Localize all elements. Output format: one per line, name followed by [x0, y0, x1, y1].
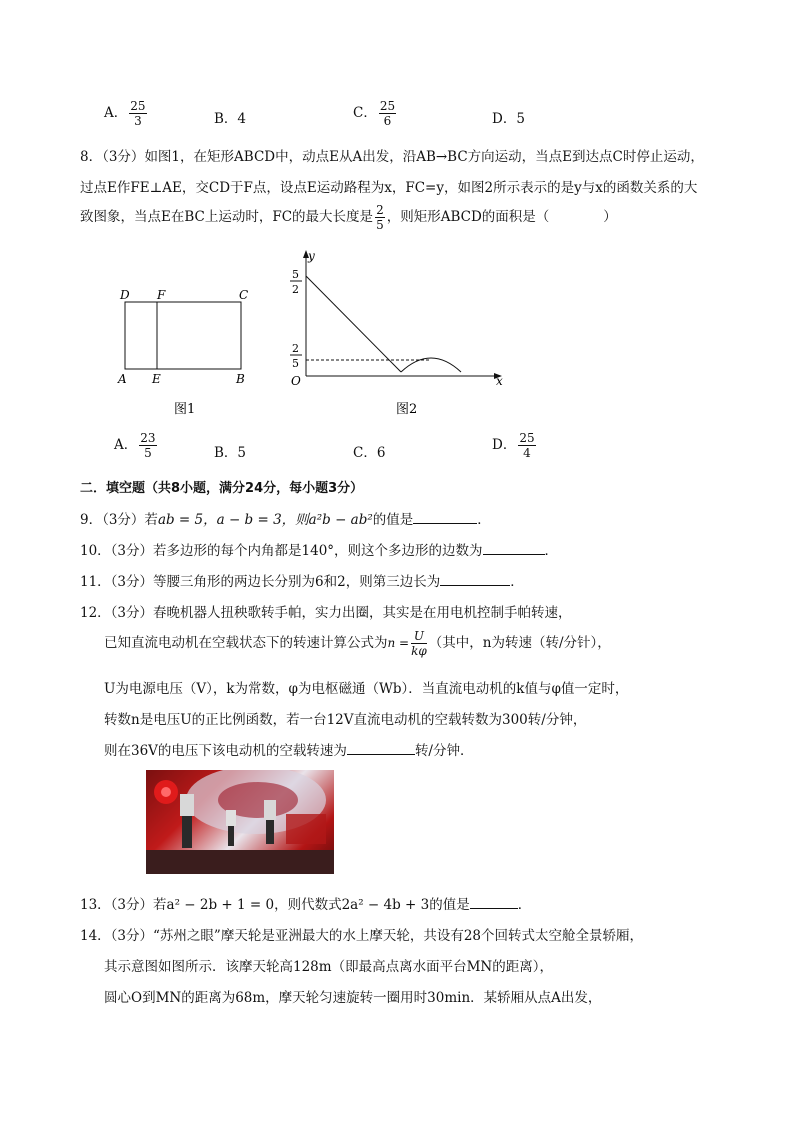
dancers [286, 814, 326, 844]
q12-line4: 转数n是电压U的正比例函数，若一台12V直流电动机的空载转数为300转/分钟， [104, 712, 587, 728]
q10: 10．（3分）若多边形的每个内角都是140°，则这个多边形的边数为 ． [80, 543, 559, 559]
robot-1-legs [182, 816, 192, 848]
q9: 9．（3分）若ab = 5，a − b = 3，则a²b − ab²的值是 ． [80, 512, 491, 528]
answer-blank[interactable] [440, 573, 510, 586]
parabola-arc [401, 358, 461, 372]
fraction: $\frac{25}{6}$ [379, 99, 396, 128]
q7-option-b: B．4 [214, 111, 247, 127]
handkerchief-center [161, 787, 171, 797]
q7-option-c: C． $\frac{25}{6}$ [353, 99, 396, 128]
tick-low-num: 2 [292, 342, 299, 355]
tick-top-num: 5 [292, 268, 299, 281]
label-f: F [157, 288, 166, 302]
answer-blank[interactable] [470, 896, 518, 909]
q14-line3: 圆心O到MN的距离为68m，摩天轮匀速旋转一圈用时30min．某轿厢从点A出发， [104, 990, 602, 1006]
q14-line2: 其示意图如图所示．该摩天轮高128m（即最高点离水面平台MN的距离）， [104, 959, 553, 975]
q14-line1: 14．（3分）“苏州之眼”摩天轮是亚洲最大的水上摩天轮，共设有28个回转式太空舱全景轿厢， [80, 928, 643, 944]
tick-low-den: 5 [292, 357, 299, 370]
y-axis-label: y [308, 249, 315, 263]
answer-blank[interactable] [413, 511, 477, 524]
figure-2 [284, 248, 514, 424]
fraction: $\frac{2}{5}$ [376, 203, 384, 232]
formula-fraction: $\frac{U}{k\varphi}$ [411, 629, 427, 658]
robot-3-legs [228, 826, 234, 846]
robot-1 [180, 794, 194, 816]
answer-blank[interactable] [347, 742, 415, 755]
section-heading: 二．填空题（共8小题，满分24分，每小题3分） [80, 481, 364, 496]
photo-drawing [146, 770, 334, 874]
q7-option-a [104, 100, 149, 127]
q8-line3: 致图象，当点E在BC上运动时，FC的最大长度是 $\frac{2}{5}$ ，则矩形ABCD的面积是（ ） [80, 203, 617, 232]
figure-2-caption: 图2 [396, 402, 418, 417]
label-d: D [120, 288, 130, 302]
origin-label: O [291, 374, 301, 388]
x-axis-label: x [496, 374, 503, 388]
fraction: $\frac{23}{5}$ [140, 431, 156, 460]
q12-line5: 则在36V的电压下该电动机的空载转速为 转/分钟． [104, 743, 474, 759]
q11: 11．（3分）等腰三角形的两边长分别为6和2，则第三边长为 ． [80, 574, 524, 590]
q12-line1: 12．（3分）春晚机器人扭秧歌转手帕，实力出圈，其实是在用电机控制手帕转速， [80, 605, 572, 621]
option-label: A． [104, 105, 128, 121]
tick-top-den: 2 [292, 283, 299, 296]
rectangle-abcd [125, 302, 241, 369]
fraction: $\frac{25}{4}$ [519, 431, 535, 460]
label-c: C [239, 288, 249, 302]
q8-option-b: B．5 [214, 445, 247, 461]
descending-segment [306, 276, 401, 372]
robot-3 [226, 810, 236, 826]
q8-option-a: A． $\frac{23}{5}$ [114, 431, 156, 460]
label-e: E [152, 372, 161, 386]
q7-option-d: D．5 [492, 111, 525, 127]
q12-line2: 已知直流电动机在空载状态下的转速计算公式为n = $\frac{U}{k\varphi}$ （其中，n为转速（转/分针）， [104, 629, 611, 658]
robot-2 [264, 800, 276, 820]
answer-blank[interactable] [483, 542, 545, 555]
q8-option-c: C．6 [353, 445, 386, 461]
label-b: B [236, 372, 245, 386]
stage-floor [146, 850, 334, 874]
q12-line3: U为电源电压（V），k为常数，φ为电枢磁通（Wb）．当直流电动机的k值与φ值一定时， [104, 681, 629, 697]
q8-line2: 过点E作FE⊥AE，交CD于F点，设点E运动路程为x，FC=y，如图2所示表示的是y与x的函数关系的大 [80, 180, 698, 196]
figure-1-caption: 图1 [174, 402, 196, 417]
figure-1 [110, 282, 260, 422]
label-a: A [118, 372, 127, 386]
q8-line1: 8．（3分）如图1，在矩形ABCD中，动点E从A出发，沿AB→BC方向运动，当点E到达点C时停止运动， [80, 149, 704, 165]
robot-dance-photo [146, 770, 334, 874]
fraction: $\frac{25}{3}$ [130, 99, 146, 128]
q8-option-d: D． $\frac{25}{4}$ [492, 431, 535, 460]
robot-2-legs [266, 820, 274, 844]
q13: 13．（3分）若a² − 2b + 1 = 0，则代数式2a² − 4b + 3的值是 ． [80, 897, 532, 913]
